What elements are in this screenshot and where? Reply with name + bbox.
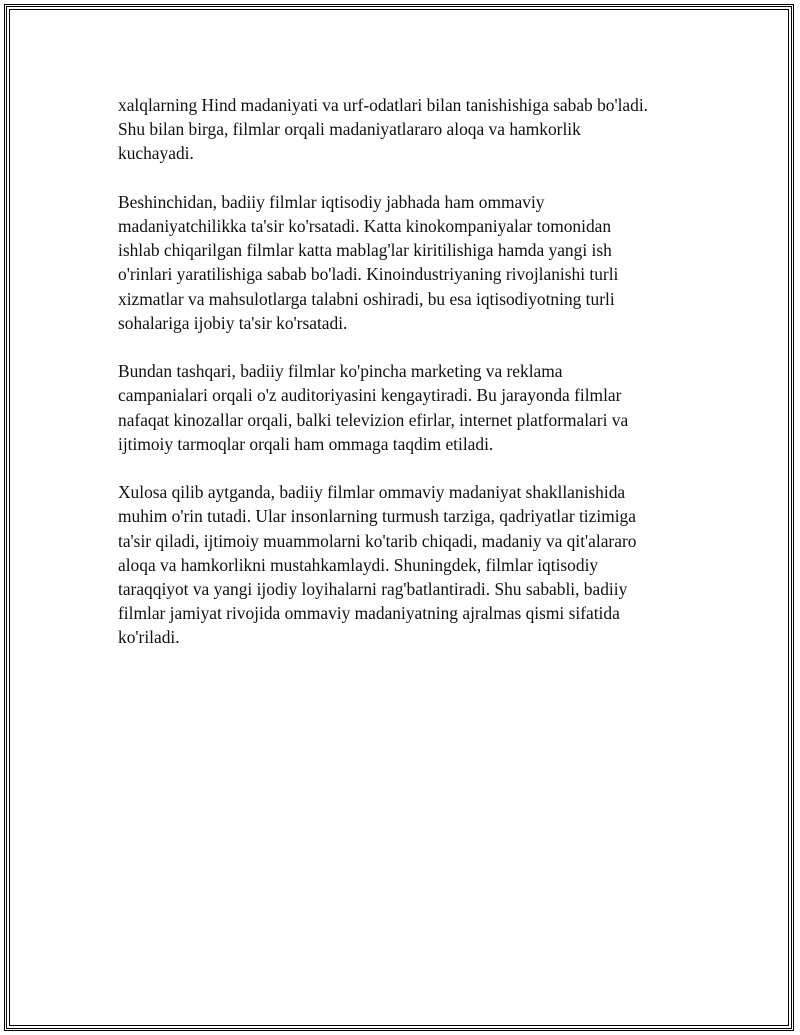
text-line: campanialari orqali o'z auditoriyasini kengaytiradi. Bu jarayonda filmlar	[118, 385, 622, 406]
text-line: filmlar jamiyat rivojida ommaviy madaniyatning ajralmas qismi sifatida	[118, 603, 620, 624]
paragraph-3	[118, 359, 718, 456]
text-line: muhim o'rin tutadi. Ular insonlarning turmush tarziga, qadriyatlar tizimiga	[118, 506, 636, 527]
text-line: Xulosa qilib aytganda, badiiy filmlar ommaviy madaniyat shakllanishida	[118, 482, 626, 503]
document-body	[118, 93, 718, 674]
paragraph-4	[118, 480, 718, 649]
text-line: ta'sir qiladi, ijtimoiy muammolarni ko'tarib chiqadi, madaniy va qit'alararo	[118, 530, 637, 551]
text-line: Bundan tashqari, badiiy filmlar ko'pincha marketing va reklama	[118, 361, 563, 382]
text-line: kuchayadi.	[118, 143, 194, 164]
text-line: ijtimoiy tarmoqlar orqali ham ommaga taqdim etiladi.	[118, 433, 494, 454]
text-line: Beshinchidan, badiiy filmlar iqtisodiy jabhada ham ommaviy	[118, 191, 545, 212]
text-line: Shu bilan birga, filmlar orqali madaniyatlararo aloqa va hamkorlik	[118, 119, 581, 140]
text-line: madaniyatchilikka ta'sir ko'rsatadi. Katta kinokompaniyalar tomonidan	[118, 216, 612, 236]
text-line: xizmatlar va mahsulotlarga talabni oshiradi, bu esa iqtisodiyotning turli	[118, 288, 615, 309]
text-line: taraqqiyot va yangi ijodiy loyihalarni rag'batlantiradi. Shu sababli, badiiy	[118, 579, 628, 600]
text-line: sohalariga ijobiy ta'sir ko'rsatadi.	[118, 312, 348, 333]
text-line: ko'riladi.	[118, 627, 180, 648]
text-line: xalqlarning Hind madaniyati va urf-odatlari bilan tanishishiga sabab bo'ladi.	[118, 95, 649, 115]
text-line: ishlab chiqarilgan filmlar katta mablag'lar kiritilishiga hamda yangi ish	[118, 240, 612, 261]
text-line: o'rinlari yaratilishiga sabab bo'ladi. Kinoindustriyaning rivojlanishi turli	[118, 264, 619, 285]
paragraph-1	[118, 93, 718, 166]
text-line: aloqa va hamkorlikni mustahkamlaydi. Shuningdek, filmlar iqtisodiy	[118, 554, 599, 575]
text-line: nafaqat kinozallar orqali, balki televizion efirlar, internet platformalari va	[118, 409, 629, 430]
paragraph-2	[118, 190, 718, 335]
